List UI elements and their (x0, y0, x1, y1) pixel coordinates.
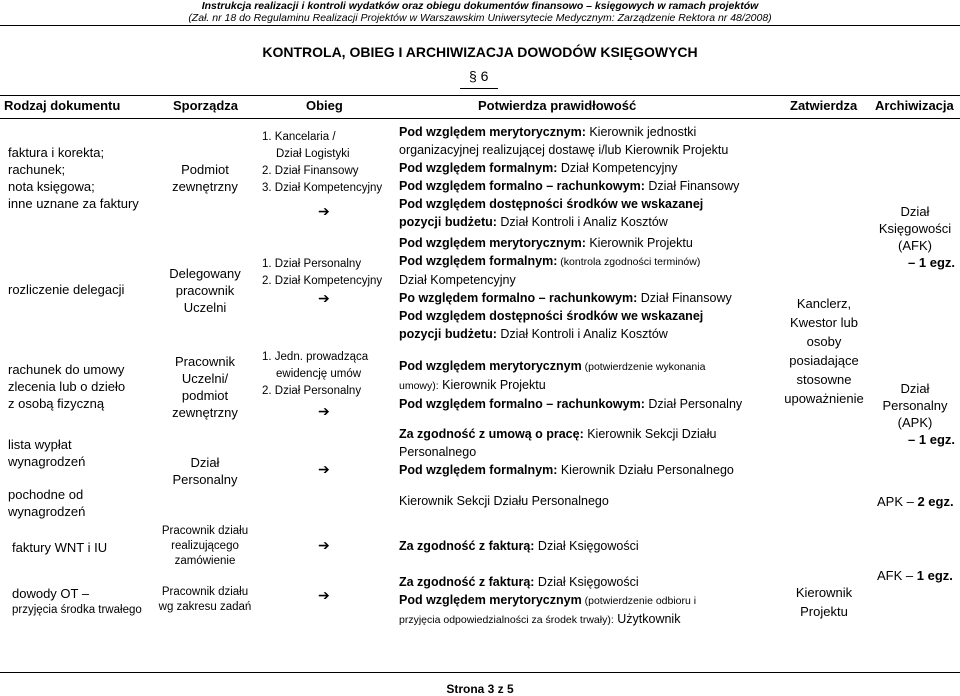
doc-type-wnt-iu: faktury WNT i IU (12, 540, 108, 555)
preparer-delegated-employee: Delegowany pracownik Uczelni (169, 266, 241, 315)
circulation-invoice: 1. Kancelaria / Dział Logistyki 2. Dział Finansowy 3. Dział Kompetencyjny (262, 131, 383, 194)
doc-type-invoice: faktura i korekta; rachunek; nota księgowa; inne uznane za faktury (8, 145, 139, 211)
arrow-right-icon: ➔ (318, 537, 330, 553)
header-divider (0, 25, 960, 26)
approver-project-manager: Kierownik Projektu (795, 585, 853, 619)
archive-apk-count: APK – 2 egz. (877, 494, 954, 509)
table-header-row (0, 95, 960, 119)
column-header-verification: Potwierdza prawidłowość (478, 98, 637, 113)
arrow-right-icon: ➔ (318, 403, 330, 419)
column-header-document-type: Rodzaj dokumentu (4, 98, 121, 113)
verification-payroll-derivatives: Kierownik Sekcji Działu Personalnego (399, 494, 609, 508)
preparer-employee-or-external: Pracownik Uczelni/ podmiot zewnętrzny (172, 354, 238, 420)
doc-type-delegation: rozliczenie delegacji (8, 282, 125, 297)
verification-delegation: Pod względem merytorycznym: Kierownik Projektu Pod względem formalnym: (kontrola zgodności terminów) Dział Kompetencyjny Po względem formalno – rachunkowym: Dział Finansowy Pod względem dostępności środków we wskazanej pozycji budżetu: Dział Kontroli i Analiz Kosztów (399, 236, 732, 341)
preparer-department-by-tasks: Pracownik działu wg zakresu zadań (158, 586, 252, 613)
archive-accounting: Dział Księgowości (AFK) – 1 egz. (878, 204, 955, 270)
verification-contract: Pod względem merytorycznym (potwierdzenie wykonania umowy): Kierownik Projektu Pod względem formalno – rachunkowym: Dział Personalny (399, 359, 743, 411)
document-header-subtitle: (Zał. nr 18 do Regulaminu Realizacji Projektów w Warszawskim Uniwersytecie Medycznym: Zarządzenie Rektora nr 48/2008) (188, 12, 772, 24)
section-underline (460, 88, 498, 89)
preparer-hr: Dział Personalny (172, 455, 238, 487)
document-header-title: Instrukcja realizacji i kontroli wydatków oraz obiegu dokumentów finansowo – księgowych w ramach projektów (201, 0, 759, 12)
section-number: § 6 (469, 68, 489, 84)
verification-payroll: Za zgodność z umową o pracę: Kierownik Sekcji Działu Personalnego Pod względem formalnym: Kierownik Działu Personalnego (399, 427, 734, 477)
verification-wnt-iu: Za zgodność z fakturą: Dział Księgowości (399, 539, 639, 553)
circulation-contract: 1. Jedn. prowadząca ewidencję umów 2. Dział Personalny (262, 351, 369, 397)
arrow-right-icon: ➔ (318, 461, 330, 477)
doc-type-payroll-derivatives: pochodne od wynagrodzeń (8, 487, 86, 519)
verification-invoice: Pod względem merytorycznym: Kierownik jednostki organizacyjnej realizującej dostawę i/lub Kierownik Projektu Pod względem formalnym: Dział Kompetencyjny Pod względem formalno – rachunkowym: Dział Finansowy Pod względem dostępności środków we wskazanej pozycji budżetu: Dział Kontroli i Analiz Kosztów (399, 125, 740, 229)
arrow-right-icon: ➔ (318, 587, 330, 603)
doc-type-payroll: lista wypłat wynagrodzeń (8, 437, 86, 469)
verification-ot: Za zgodność z fakturą: Dział Księgowości Pod względem merytorycznym (potwierdzenie odbioru i przyjęcia odpowiedzialności za środek trwały): Użytkownik (399, 575, 697, 626)
doc-type-contract-bill: rachunek do umowy zlecenia lub o dzieło z osobą fizyczną (8, 362, 126, 411)
column-header-circulation: Obieg (306, 98, 343, 113)
footer-divider (0, 672, 960, 673)
page-number: Strona 3 z 5 (446, 682, 514, 696)
archive-hr: Dział Personalny (APK) – 1 egz. (882, 381, 955, 447)
doc-type-ot: dowody OT – przyjęcia środka trwałego (12, 586, 142, 616)
column-header-archiving: Archiwizacja (875, 98, 954, 113)
preparer-external: Podmiot zewnętrzny (172, 162, 238, 194)
preparer-ordering-department: Pracownik działu realizującego zamówienie (161, 525, 249, 567)
archive-afk-count: AFK – 1 egz. (877, 568, 953, 583)
arrow-right-icon: ➔ (318, 203, 330, 219)
column-header-approval: Zatwierdza (790, 98, 858, 113)
arrow-right-icon: ➔ (318, 290, 330, 306)
approver-chancellor: Kanclerz, Kwestor lub osoby posiadające stosowne upoważnienie (784, 296, 864, 406)
circulation-delegation: 1. Dział Personalny 2. Dział Kompetencyjny (262, 258, 383, 287)
page-title: KONTROLA, OBIEG I ARCHIWIZACJA DOWODÓW KSIĘGOWYCH (262, 44, 698, 60)
column-header-prepared-by: Sporządza (173, 98, 239, 113)
